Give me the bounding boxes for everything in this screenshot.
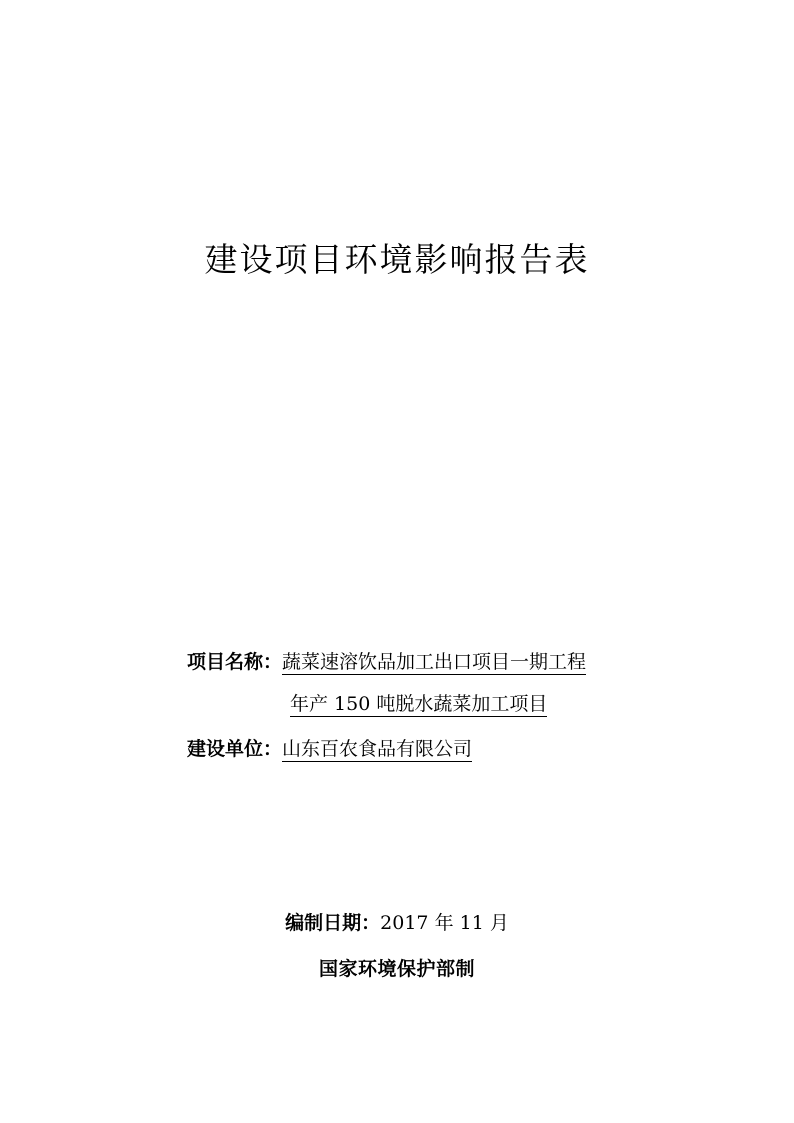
issuer-line: 国家环境保护部制 <box>318 958 475 980</box>
project-name-label: 项目名称： <box>187 651 283 673</box>
construction-unit-label: 建设单位： <box>187 738 283 760</box>
construction-unit-value: 山东百农食品有限公司 <box>282 738 473 760</box>
compile-date-value: 2017 年 11 月 <box>380 912 509 934</box>
compile-date-label: 编制日期： <box>285 912 381 934</box>
project-name-value-line1: 蔬菜速溶饮品加工出口项目一期工程 <box>282 651 587 673</box>
project-name-row-continued <box>290 690 547 718</box>
construction-unit-row <box>187 735 472 763</box>
project-name-row <box>187 648 586 676</box>
compile-date-row <box>0 909 794 937</box>
project-name-value-line2: 年产 150 吨脱水蔬菜加工项目 <box>290 693 548 715</box>
document-title: 建设项目环境影响报告表 <box>204 240 590 279</box>
